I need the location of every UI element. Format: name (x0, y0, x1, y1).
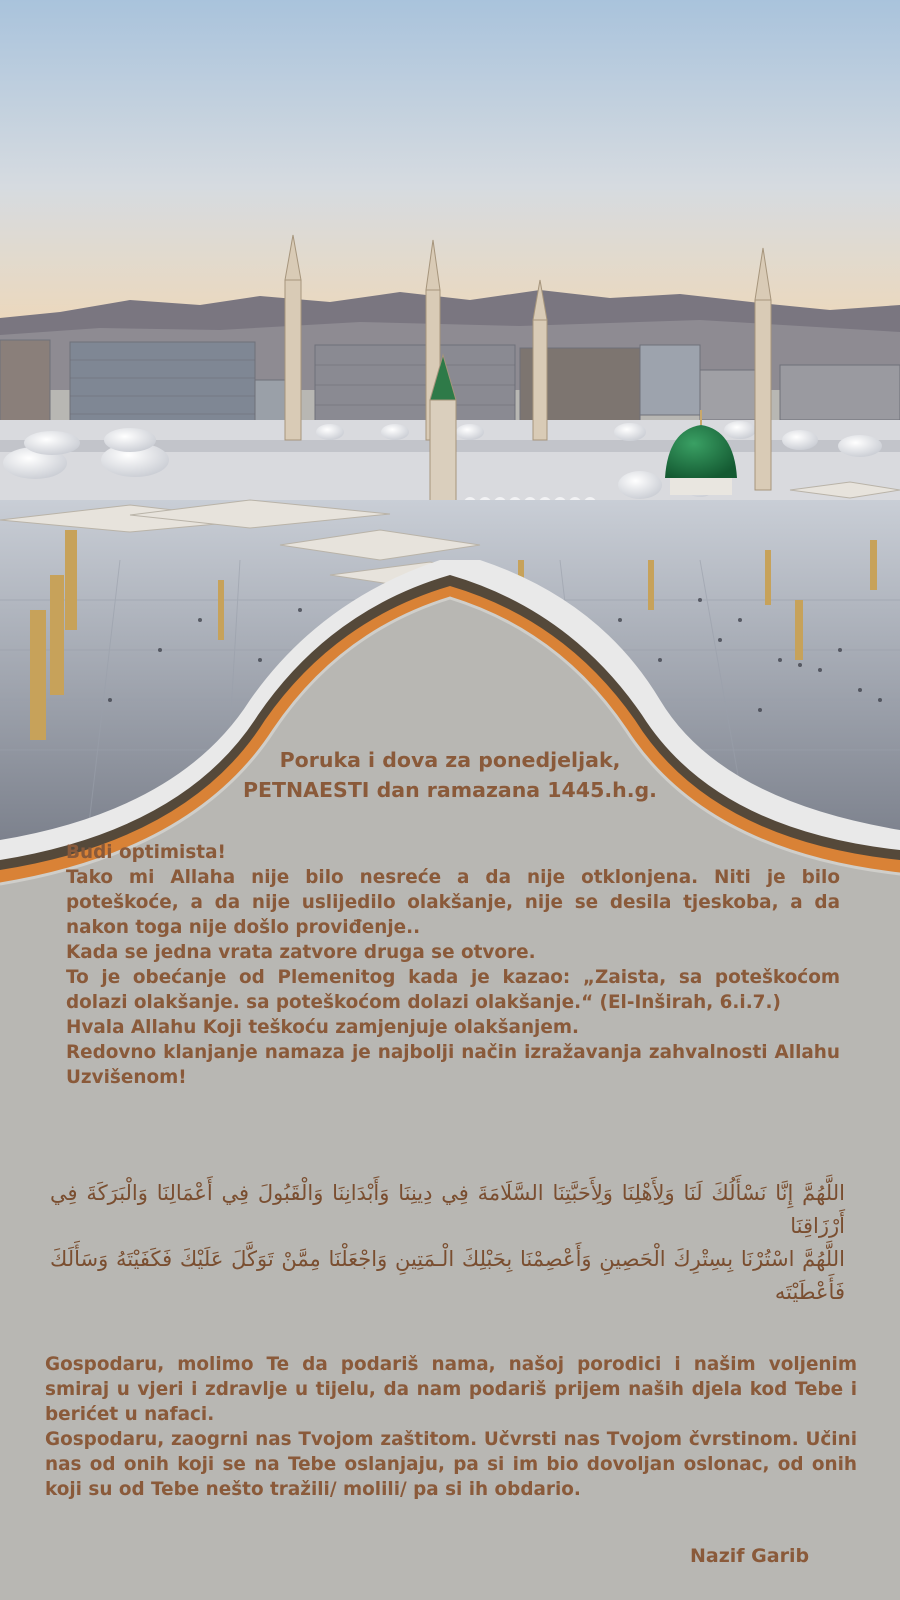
dua-translation-line: Gospodaru, molimo Te da podariš nama, našoj porodici i našim voljenim smiraj u vjeri i zdravlje u tijelu, da nam podariš prijem naših djela kod Tebe i berićet u nafaci. (45, 1354, 857, 1425)
message-line: Tako mi Allaha nije bilo nesreće a da nije otklonjena. Niti je bilo poteškoće, a da nije uslijedilo olakšanje, nije se desila tjeskoba, a da nakon toga nije došlo proviđenje.. (66, 867, 840, 938)
message-body (66, 840, 840, 1090)
dua-arabic-line: اللَّهُمَّ إِنَّا نَسْأَلُكَ لَنَا وَلِأَهْلِنَا وَلِأَحَبَّتِنَا السَّلَامَةَ فِي دِينِنَا وَأَبْدَانِنَا وَالْقَبُولَ فِي أَعْمَالِنَا وَالْبَرَكَةَ فِي أَرْزَاقِنَا (50, 1181, 845, 1238)
dua-arabic (50, 1177, 845, 1309)
message-line: Hvala Allahu Koji teškoću zamjenjuje olakšanjem. (66, 1017, 579, 1038)
author-signature: Nazif Garib (690, 1545, 810, 1567)
message-line: Redovno klanjanje namaza je najbolji način izražavanja zahvalnosti Allahu Uzvišenom! (66, 1042, 840, 1088)
title-line-2: PETNAESTI dan ramazana 1445.h.g. (243, 778, 657, 802)
dua-arabic-line: اللَّهُمَّ اسْتُرْنَا بِسِتْرِكَ الْحَصِينِ وَأَعْصِمْنَا بِحَبْلِكَ الْـمَتِينِ وَاجْعَلْنَا مِمَّنْ تَوَكَّلَ عَلَيْكَ فَكَفَيْتَهُ وَسَأَلَكَ فَأَعْطَيْتَه (50, 1247, 845, 1304)
title-line-1: Poruka i dova za ponedjeljak, (279, 748, 621, 772)
message-line: To je obećanje od Plemenitog kada je kazao: „Zaista, sa poteškoćom dolazi olakšanje. sa poteškoćom dolazi olakšanje.“ (El-Inširah, 6.i.7.) (66, 967, 840, 1013)
dua-translation-line: Gospodaru, zaogrni nas Tvojom zaštitom. Učvrsti nas Tvojom čvrstinom. Učini nas od onih koji se na Tebe oslanjaju, pa si im bio dovoljan oslonac, od onih koji su od Tebe nešto tražili/ molili/ pa si ih obdario. (45, 1429, 857, 1500)
dua-translation (45, 1352, 857, 1502)
message-title (120, 745, 780, 805)
message-line: Kada se jedna vrata zatvore druga se otvore. (66, 942, 536, 963)
message-line: Budi optimista! (66, 842, 226, 863)
